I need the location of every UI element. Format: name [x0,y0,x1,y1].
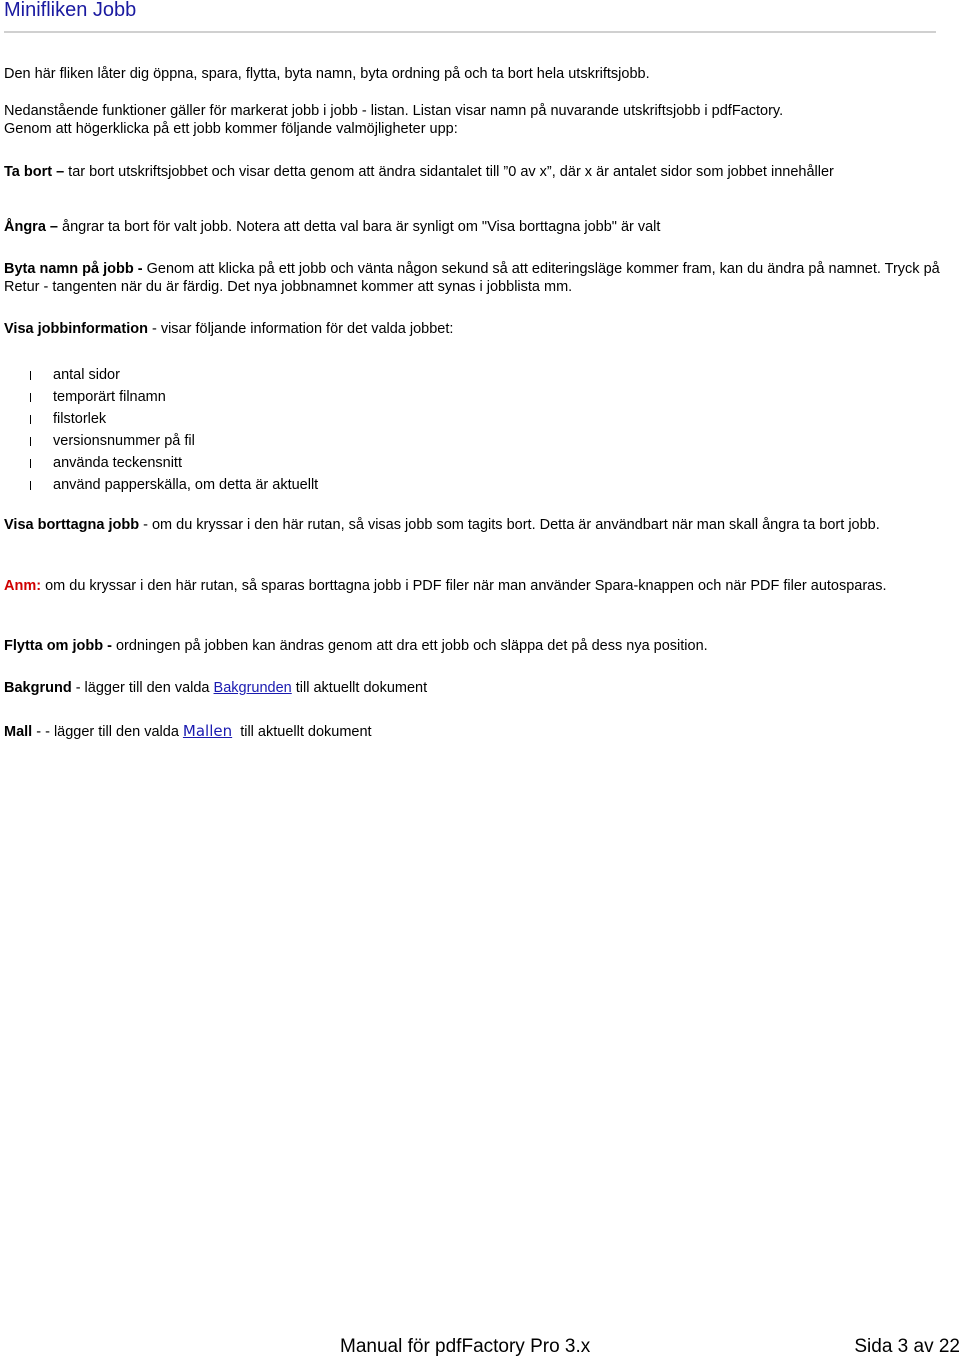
bullet-icon [30,459,31,468]
selection-line-2: Genom att högerklicka på ett jobb kommer följande valmöjligheter upp: [4,121,458,137]
list-item: antal sidor [30,364,318,386]
anm-text: om du kryssar i den här rutan, så sparas borttagna jobb i PDF filer när man använder Spara-knappen och när PDF filer autosparas. [41,578,887,594]
visa-info-text: - visar följande information för det valda jobbet: [147,321,454,337]
list-item: använda teckensnitt [30,452,318,474]
ta-bort-text: tar bort utskriftsjobbet och visar detta genom att ändra sidantalet till ”0 av x”, där x är antalet sidor som jobbet innehåller [64,164,834,180]
info-list [30,364,318,496]
byta-namn-term: Byta namn på jobb - [4,261,143,277]
footer-manual-title: Manual för pdfFactory Pro 3.x [340,1336,591,1357]
ta-bort-paragraph [4,163,944,181]
selection-paragraph [4,102,944,138]
list-item: versionsnummer på fil [30,430,318,452]
footer-page-number: Sida 3 av 22 [854,1336,960,1357]
visa-borttagna-term: Visa borttagna jobb [4,517,140,533]
bakgrund-paragraph: Bakgrund - lägger till den valda Bakgrunden till aktuellt dokument [4,680,428,696]
list-item: använd papperskälla, om detta är aktuellt [30,474,318,496]
anm-paragraph [4,577,944,595]
angra-paragraph [4,218,944,236]
angra-text: ångrar ta bort för valt jobb. Notera att detta val bara är synligt om "Visa borttagna jobb" är valt [58,219,661,235]
visa-borttagna-text: - om du kryssar i den här rutan, så visas jobb som tagits bort. Detta är användbart när man skall ångra ta bort jobb. [139,517,880,533]
bakgrund-term: Bakgrund [4,680,72,696]
byta-namn-text: Genom att klicka på ett jobb och vänta någon sekund så att editeringsläge kommer fram, kan du ändra på namnet. Tryck på Retur - tangenten när du är färdig. Det nya jobbnamnet kommer att synas i jobblista mm. [4,261,940,295]
selection-line-1: Nedanstående funktioner gäller för markerat jobb i jobb - listan. Listan visar namn på nuvarande utskriftsjobb i pdfFactory. [4,103,784,119]
byta-namn-paragraph [4,260,944,296]
mall-link[interactable]: Mallen [182,722,233,740]
anm-term: Anm: [4,578,42,594]
mall-paragraph: Mall - - lägger till den valda Mallen till aktuellt dokument [4,722,372,740]
visa-borttagna-paragraph [4,516,944,534]
bullet-icon [30,371,31,380]
list-item: filstorlek [30,408,318,430]
bullet-icon [30,481,31,490]
ta-bort-term: Ta bort – [4,164,65,180]
angra-term: Ångra – [4,219,58,235]
bullet-icon [30,415,31,424]
page-footer [340,1336,960,1358]
flytta-term: Flytta om jobb - [4,638,112,654]
flytta-paragraph [4,637,944,655]
intro-paragraph: Den här fliken låter dig öppna, spara, flytta, byta namn, byta ordning på och ta bort hela utskriftsjobb. [4,66,650,82]
title-divider [4,31,936,33]
bakgrund-link[interactable]: Bakgrunden [213,680,292,696]
flytta-text: ordningen på jobben kan ändras genom att dra ett jobb och släppa det på dess nya position. [111,638,708,654]
bullet-icon [30,393,31,402]
page-title: Minifliken Jobb [4,0,137,21]
visa-info-paragraph [4,320,944,338]
mall-term: Mall [4,724,33,740]
visa-info-term: Visa jobbinformation [4,321,148,337]
list-item: temporärt filnamn [30,386,318,408]
bullet-icon [30,437,31,446]
